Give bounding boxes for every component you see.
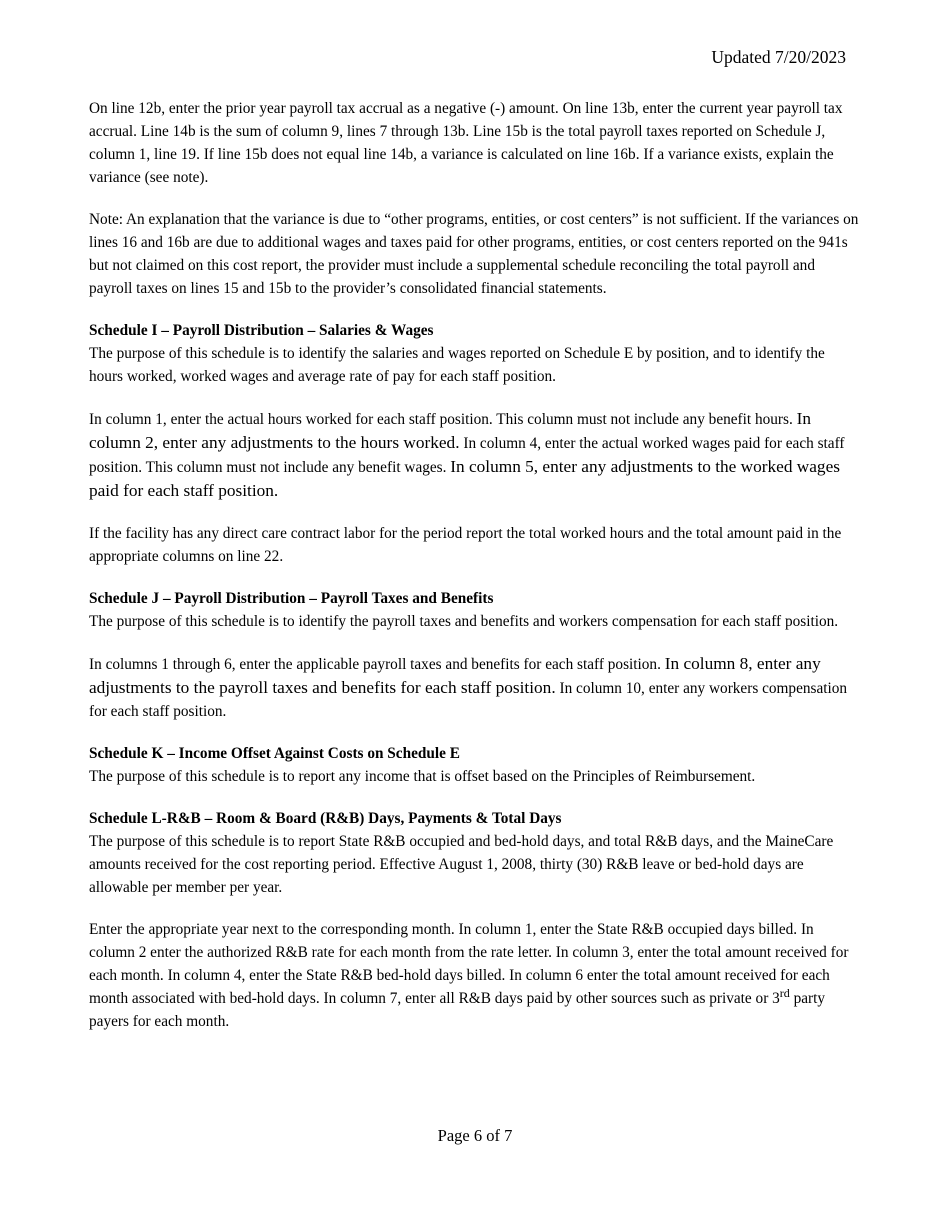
updated-date: Updated 7/20/2023 (711, 47, 846, 67)
schedule-i-col4: In column 4, enter the actual worked wages paid for each staff position. This column must not include any benefit wages. (89, 435, 845, 476)
schedule-l-heading: Schedule L-R&B – Room & Board (R&B) Days, Payments & Total Days (89, 810, 562, 827)
schedule-j-heading: Schedule J – Payroll Distribution – Payroll Taxes and Benefits (89, 590, 494, 607)
ordinal-superscript: rd (779, 986, 790, 1000)
paragraph-variance-note: Note: An explanation that the variance is due to “other programs, entities, or cost centers” is not sufficient. If the variances on lines 16 and 16b are due to additional wages and taxes paid for other programs, entities, or cost centers reported on the 941s but not claimed on this cost report, the provider must include a supplemental schedule reconciling the total payroll and payroll taxes on lines 15 and 15b to the provider’s consolidated financial statements. (89, 211, 859, 297)
schedule-j-purpose: The purpose of this schedule is to identify the payroll taxes and benefits and workers compensation for each staff position. (89, 613, 839, 630)
schedule-i-contract-labor: If the facility has any direct care contract labor for the period report the total worked hours and the total amount paid in the appropriate columns on line 22. (89, 525, 842, 565)
schedule-l-purpose: The purpose of this schedule is to report State R&B occupied and bed-hold days, and total R&B days, and the MaineCare amounts received for the cost reporting period. Effective August 1, 2008, thirty (30) R&B leave or bed-hold days are allowable per member per year. (89, 833, 834, 896)
page-content (89, 97, 859, 1033)
schedule-i-col5: In column 5, enter any adjustments to the worked wages paid for each staff position. (89, 457, 840, 500)
schedule-l-columns-text: Enter the appropriate year next to the corresponding month. In column 1, enter the State R&B occupied days billed. In column 2 enter the authorized R&B rate for each month from the rate letter. In column 3, enter the total amount received for each month. In column 4, enter the State R&B bed-hold days billed. In column 6 enter the total amount received for each month associated with bed-hold days. In column 7, enter all R&B days paid by other sources such as private or 3 (89, 921, 849, 1007)
schedule-j-cols1-6: In columns 1 through 6, enter the applicable payroll taxes and benefits for each staff position. (89, 656, 661, 673)
schedule-i-purpose: The purpose of this schedule is to identify the salaries and wages reported on Schedule E by position, and to identify the hours worked, worked wages and average rate of pay for each staff position. (89, 345, 825, 385)
schedule-i-col1: In column 1, enter the actual hours worked for each staff position. This column must not include any benefit hours. (89, 411, 793, 428)
schedule-k-purpose: The purpose of this schedule is to report any income that is offset based on the Principles of Reimbursement. (89, 768, 756, 785)
schedule-i-columns (89, 407, 859, 503)
schedule-i-col2: In column 2, enter any adjustments to the hours worked. (89, 409, 812, 452)
schedule-j-col10: In column 10, enter any workers compensation for each staff position. (89, 680, 848, 720)
paragraph-payroll-tax-accrual: On line 12b, enter the prior year payroll tax accrual as a negative (-) amount. On line 13b, enter the current year payroll tax accrual. Line 14b is the sum of column 9, lines 7 through 13b. Line 15b is the total payroll taxes reported on Schedule J, column 1, line 19. If line 15b does not equal line 14b, a variance is calculated on line 16b. If a variance exists, explain the variance (see note). (89, 100, 843, 186)
schedule-l-columns-end: party payers for each month. (89, 990, 826, 1030)
schedule-j-columns (89, 652, 859, 723)
page-number: Page 6 of 7 (437, 1126, 513, 1145)
schedule-k-heading: Schedule K – Income Offset Against Costs on Schedule E (89, 745, 460, 762)
schedule-j-col8: In column 8, enter any adjustments to the payroll taxes and benefits for each staff position. (89, 654, 821, 697)
schedule-l-columns (89, 918, 859, 1033)
schedule-i-heading: Schedule I – Payroll Distribution – Salaries & Wages (89, 322, 434, 339)
